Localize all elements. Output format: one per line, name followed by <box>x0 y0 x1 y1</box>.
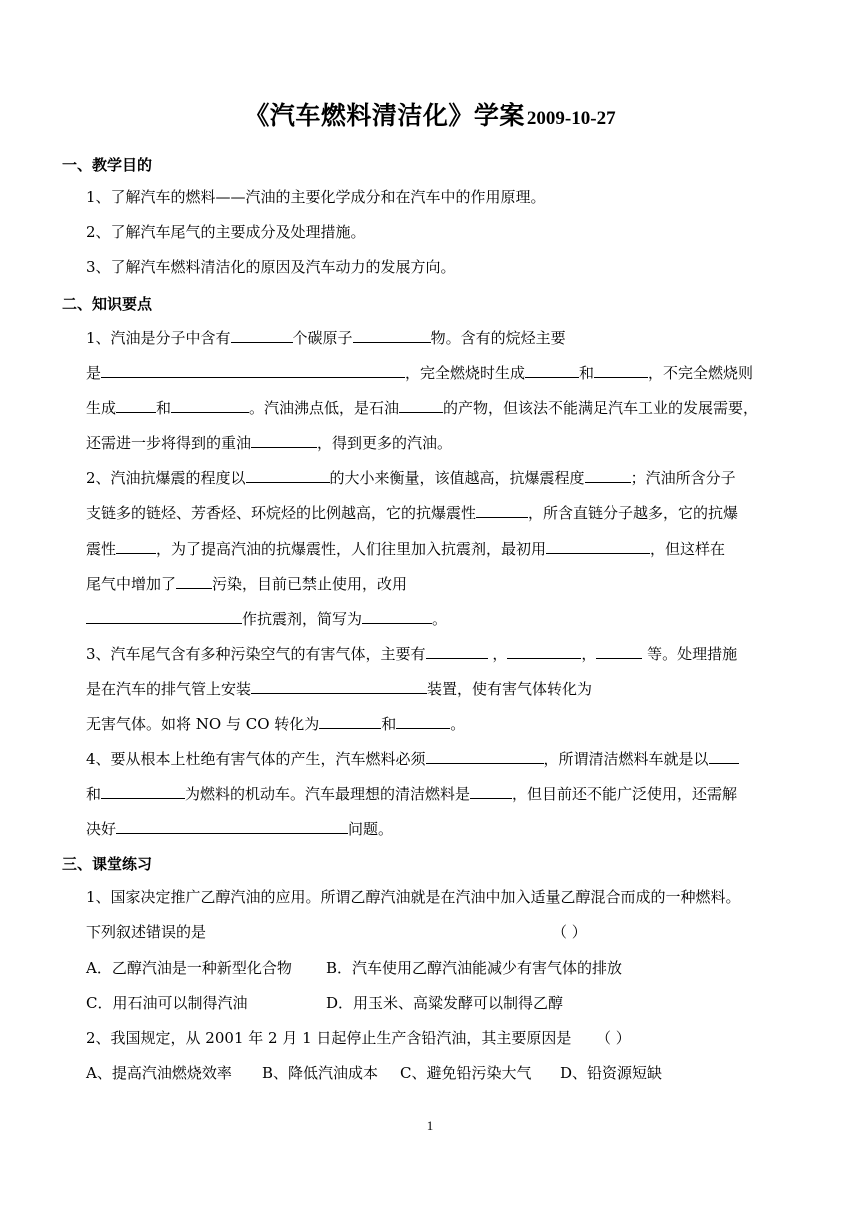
text: 支链多的链烃、芳香烃、环烷烃的比例越高，它的抗爆震性 <box>86 504 477 522</box>
fill-blank[interactable] <box>176 573 212 589</box>
fill-blank[interactable] <box>426 748 544 764</box>
text: 1、汽油是分子中含有 <box>86 329 231 347</box>
answer-paren[interactable]: （ ） <box>552 923 587 941</box>
fill-blank[interactable] <box>362 608 432 624</box>
text: 和 <box>86 785 102 803</box>
text: 3、汽车尾气含有多种污染空气的有害气体，主要有 <box>86 645 426 663</box>
answer-paren[interactable]: （ ） <box>596 1029 631 1047</box>
text: ，为了提高汽油的抗爆震性，人们往里加入抗震剂，最初用 <box>156 540 547 558</box>
s1-item-1: 1、了解汽车的燃料——汽油的主要化学成分和在汽车中的作用原理。 <box>86 188 546 206</box>
text: 震性 <box>86 540 117 558</box>
text: 为燃料的机动车。汽车最理想的清洁燃料是 <box>185 785 471 803</box>
q2-option-a: A、提高汽油燃烧效率 <box>86 1064 232 1082</box>
text: 问题。 <box>348 820 394 838</box>
text: ，所谓清洁燃料车就是以 <box>543 750 709 768</box>
fill-blank[interactable] <box>116 538 156 554</box>
q1-option-b: B．汽车使用乙醇汽油能减少有害气体的排放 <box>326 959 623 977</box>
fill-blank[interactable] <box>507 643 581 659</box>
text: 决好 <box>86 820 117 838</box>
text: 和 <box>156 399 172 417</box>
q1-option-d: D．用玉米、高粱发酵可以制得乙醇 <box>326 994 564 1012</box>
q1-stem-line-2 <box>86 922 776 942</box>
text: 还需进一步将得到的重油 <box>86 434 252 452</box>
text: 等。处理措施 <box>642 645 738 663</box>
fill-blank[interactable] <box>546 538 650 554</box>
q2-option-c: C、避免铅污染大气 <box>400 1064 532 1082</box>
text: ；汽油所含分子 <box>630 469 736 487</box>
text: 和 <box>381 715 397 733</box>
s2-p2-line-3 <box>86 538 776 559</box>
text: ，所含直链分子越多，它的抗爆 <box>528 504 739 522</box>
text: ， <box>487 645 508 663</box>
s2-p2-line-4 <box>86 573 776 594</box>
s2-p2-line-5 <box>86 608 776 629</box>
s2-p2-line-1 <box>86 467 776 488</box>
s2-p3-line-1 <box>86 643 776 664</box>
fill-blank[interactable] <box>116 397 156 413</box>
fill-blank[interactable] <box>585 467 631 483</box>
fill-blank[interactable] <box>101 783 185 799</box>
q1-option-c: C．用石油可以制得汽油 <box>86 994 248 1012</box>
fill-blank[interactable] <box>86 608 242 624</box>
text: 的产物，但该法不能满足汽车工业的发展需要， <box>443 399 759 417</box>
title-text: 《汽车燃料清洁化》学案 <box>244 101 525 130</box>
section-3-heading: 三、课堂练习 <box>62 855 153 873</box>
text: 的大小来衡量，该值越高，抗爆震程度 <box>329 469 585 487</box>
text: 。汽油沸点低，是石油 <box>249 399 400 417</box>
s2-p4-line-1 <box>86 748 776 769</box>
text: 2、汽油抗爆震的程度以 <box>86 469 246 487</box>
text: ， <box>581 645 597 663</box>
text: 。 <box>432 610 448 628</box>
q2-option-d: D、铅资源短缺 <box>560 1064 663 1082</box>
text: ，但这样在 <box>650 540 726 558</box>
fill-blank[interactable] <box>353 327 431 343</box>
text: 污染，目前已禁止使用，改用 <box>212 575 408 593</box>
s2-p1-line-2 <box>86 362 776 383</box>
fill-blank[interactable] <box>319 713 381 729</box>
fill-blank[interactable] <box>171 397 249 413</box>
section-1-heading: 一、教学目的 <box>62 156 153 174</box>
s2-p3-line-3 <box>86 713 776 734</box>
text: 无害气体。如将 NO 与 CO 转化为 <box>86 715 320 733</box>
s2-p4-line-3 <box>86 818 776 839</box>
s1-item-2: 2、了解汽车尾气的主要成分及处理措施。 <box>86 223 366 241</box>
text: 尾气中增加了 <box>86 575 177 593</box>
s2-p1-line-3 <box>86 397 776 418</box>
fill-blank[interactable] <box>594 362 648 378</box>
text: 作抗震剂，简写为 <box>242 610 363 628</box>
fill-blank[interactable] <box>426 643 488 659</box>
text: ，不完全燃烧则 <box>648 364 754 382</box>
page-number: 1 <box>426 1118 434 1133</box>
text: 。 <box>450 715 466 733</box>
fill-blank[interactable] <box>399 397 443 413</box>
text: 是 <box>86 364 102 382</box>
fill-blank[interactable] <box>470 783 512 799</box>
fill-blank[interactable] <box>231 327 293 343</box>
text: 下列叙述错误的是 <box>86 923 207 941</box>
q1-stem-line-1: 1、国家决定推广乙醇汽油的应用。所谓乙醇汽油就是在汽油中加入适量乙醇混合而成的一种燃料。 <box>86 888 741 906</box>
text: ，得到更多的汽油。 <box>317 434 453 452</box>
text: 装置，使有害气体转化为 <box>427 680 593 698</box>
text: 4、要从根本上杜绝有害气体的产生，汽车燃料必须 <box>86 750 426 768</box>
page-title <box>0 96 860 132</box>
fill-blank[interactable] <box>116 818 348 834</box>
text: ，但目前还不能广泛使用，还需解 <box>512 785 738 803</box>
section-2-heading: 二、知识要点 <box>62 295 153 313</box>
text: 物。含有的烷烃主要 <box>430 329 566 347</box>
text: 2、我国规定，从 2001 年 2 月 1 日起停止生产含铅汽油，其主要原因是 <box>86 1029 572 1047</box>
text: 和 <box>579 364 595 382</box>
q2-option-b: B、降低汽油成本 <box>262 1064 379 1082</box>
s2-p1-line-4 <box>86 432 776 453</box>
text: 个碳原子 <box>292 329 353 347</box>
fill-blank[interactable] <box>709 748 739 764</box>
q1-option-a: A．乙醇汽油是一种新型化合物 <box>86 959 292 977</box>
fill-blank[interactable] <box>525 362 579 378</box>
fill-blank[interactable] <box>101 362 405 378</box>
s2-p3-line-2 <box>86 678 776 699</box>
fill-blank[interactable] <box>251 678 427 694</box>
s2-p1-line-1 <box>86 327 776 348</box>
s1-item-3: 3、了解汽车燃料清洁化的原因及汽车动力的发展方向。 <box>86 258 456 276</box>
s2-p2-line-2 <box>86 502 776 523</box>
s2-p4-line-2 <box>86 783 776 804</box>
title-date: 2009-10-27 <box>526 108 616 129</box>
text: 是在汽车的排气管上安装 <box>86 680 252 698</box>
q1-options-cd <box>86 993 776 1013</box>
fill-blank[interactable] <box>476 502 528 518</box>
text: 生成 <box>86 399 117 417</box>
text: ，完全燃烧时生成 <box>405 364 526 382</box>
fill-blank[interactable] <box>246 467 330 483</box>
fill-blank[interactable] <box>396 713 450 729</box>
q2-stem <box>86 1028 776 1048</box>
q1-options-ab <box>86 958 776 978</box>
fill-blank[interactable] <box>596 643 642 659</box>
q2-options <box>86 1063 776 1083</box>
fill-blank[interactable] <box>251 432 317 448</box>
